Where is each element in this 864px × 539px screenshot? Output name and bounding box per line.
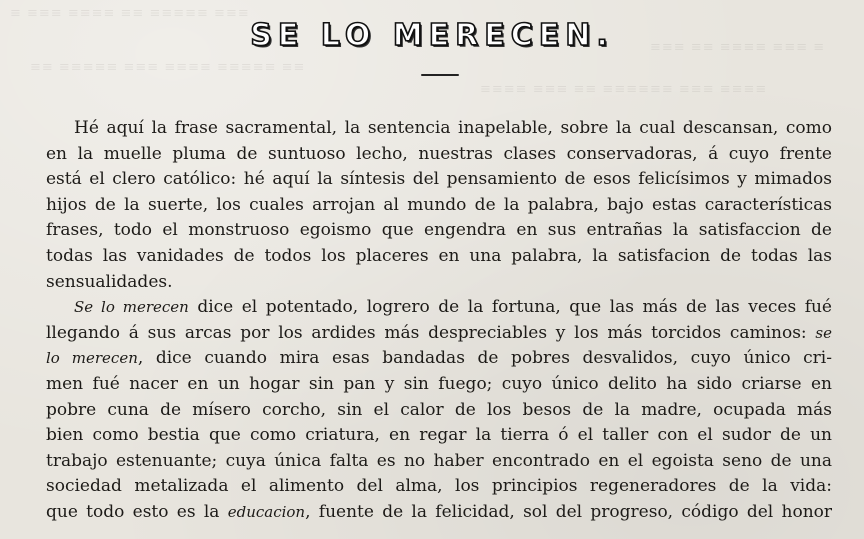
show-through-text: ≡ ≡≡≡ ≡≡≡≡ ≡≡ ≡≡≡≡≡ ≡≡≡: [10, 6, 250, 21]
text-line: hijos de la suerte, los cuales arrojan al mundo de la palabra, bajo estas características: [46, 194, 832, 215]
text-line: que todo esto es la educacion, fuente de la felicidad, sol del progreso, código del honor: [46, 501, 833, 522]
show-through-text: ≡≡≡ ≡≡ ≡≡≡≡ ≡≡≡ ≡: [650, 40, 826, 55]
text-line: sociedad metalizada el alimento del alma, los principios regeneradores de la vida:: [46, 476, 832, 497]
text-line: Hé aquí la frase sacramental, la sentencia inapelable, sobre la cual descansan, como: [74, 118, 832, 138]
text-line: sensualidades.: [46, 271, 173, 292]
text-line: está el clero católico: hé aquí la síntesis del pensamiento de esos felicísimos y mimados: [46, 169, 832, 190]
text-line: todas las vanidades de todos los placeres en una palabra, la satisfacion de todas las: [46, 245, 832, 266]
title-divider: [421, 74, 459, 76]
text-line: bien como bestia que como criatura, en regar la tierra ó el taller con el sudor de un: [46, 425, 832, 446]
italic-phrase: se: [815, 323, 832, 342]
text-line: men fué nacer en un hogar sin pan y sin fuego; cuyo único delito ha sido criarse en: [46, 373, 832, 394]
italic-phrase: lo merecen: [46, 349, 138, 368]
italic-phrase: educacion: [227, 502, 306, 521]
text-line: lo merecen, dice cuando mira esas bandadas de pobres desvalidos, cuyo único cri-: [46, 348, 832, 369]
text-line: en la muelle pluma de suntuoso lecho, nuestras clases conservadoras, á cuyo frente: [46, 143, 832, 164]
text-line: trabajo estenuante; cuya única falta es no haber encontrado en el egoista seno de una: [46, 450, 832, 471]
show-through-text: ≡≡ ≡≡≡≡≡ ≡≡≡ ≡≡≡≡ ≡≡≡≡≡ ≡≡: [30, 60, 306, 75]
text-line: frases, todo el monstruoso egoismo que engendra en sus entrañas la satisfaccion de: [46, 220, 832, 241]
show-through-text: ≡≡≡≡ ≡≡≡ ≡≡ ≡≡≡≡≡≡ ≡≡≡ ≡≡≡≡: [480, 82, 768, 97]
italic-phrase: Se lo merecen: [74, 298, 189, 317]
article-title: SE LO MERECEN.: [250, 18, 614, 53]
text-line: pobre cuna de mísero corcho, sin el calor de los besos de la madre, ocupada más: [46, 399, 832, 420]
article-body: [46, 116, 832, 526]
text-line: Se lo merecen dice el potentado, logrero de la fortuna, que las más de las veces fué: [74, 297, 832, 318]
text-line: llegando á sus arcas por los ardides más despreciables y los más torcidos caminos: se: [46, 322, 832, 343]
